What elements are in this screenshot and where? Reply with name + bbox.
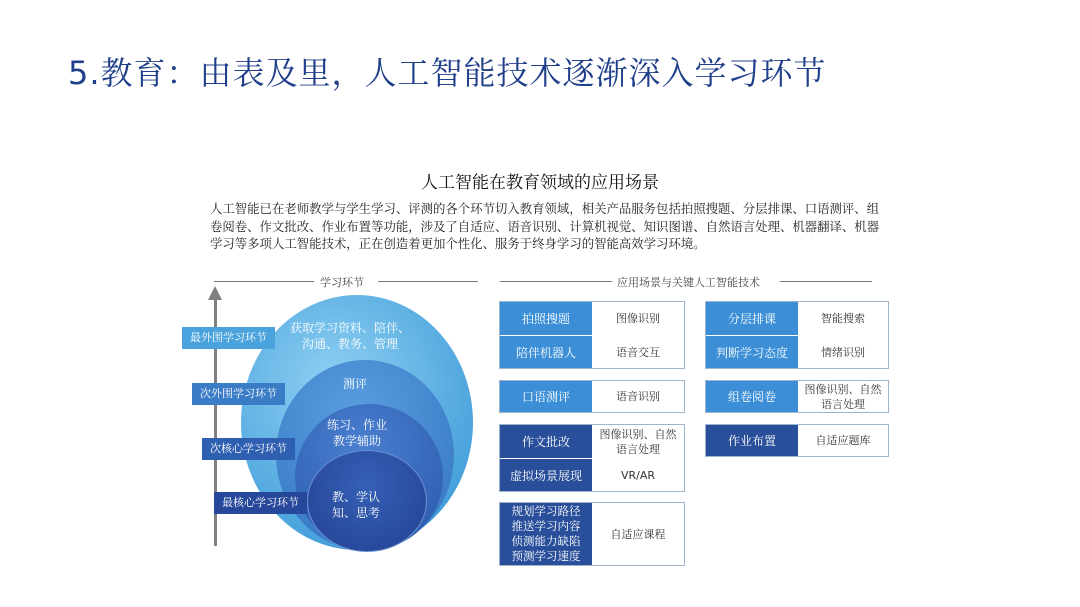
tech-cell: 图像识别、自然语言处理 xyxy=(592,425,684,458)
tech-cell: 语音识别 xyxy=(592,381,684,412)
level-label-core: 最核心学习环节 xyxy=(214,492,307,514)
section-label-learning: 学习环节 xyxy=(320,276,364,289)
scene-cell: 作文批改 xyxy=(500,425,592,458)
scene-cell: 分层排课 xyxy=(706,302,798,335)
scene-cell: 拍照搜题 xyxy=(500,302,592,335)
description-paragraph: 人工智能已在老师教学与学生学习、评测的各个环节切入教育领域，相关产品服务包括拍照搜题、分层排课、口语测评、组卷阅卷、作文批改、作业布置等功能，涉及了自适应、语音识别、计算机视觉、知识图谱、自然语言处理、机器翻译、机器学习等多项人工智能技术，正在创造着更加个性化、服务于终身学习的智能高效学习环境。 xyxy=(210,201,880,251)
tech-cell: 图像识别、自然语言处理 xyxy=(798,381,888,412)
tech-cell: 自适应题库 xyxy=(798,425,888,456)
tech-cell: 图像识别 xyxy=(592,302,684,335)
section-label-scenarios: 应用场景与关键人工智能技术 xyxy=(617,276,760,289)
slide-title: 5.教育：由表及里，人工智能技术逐渐深入学习环节 xyxy=(68,54,827,92)
level-label-inner: 次核心学习环节 xyxy=(202,438,295,460)
figure-title: 人工智能在教育领域的应用场景 xyxy=(421,173,659,193)
scene-cell: 口语测评 xyxy=(500,381,592,412)
scene-cell: 组卷阅卷 xyxy=(706,381,798,412)
ring-core-content: 教、学认知、思考 xyxy=(331,490,380,520)
tech-cell: VR/AR xyxy=(592,459,684,491)
level-label-outermost: 最外围学习环节 xyxy=(182,327,275,349)
tech-cell: 智能搜索 xyxy=(798,302,888,335)
section-rule-right-a xyxy=(500,281,612,282)
tech-cell: 自适应课程 xyxy=(592,503,684,565)
ring-second-content: 测评 xyxy=(342,377,367,391)
ring-third-content: 练习、作业教学辅助 xyxy=(326,418,387,448)
axis-arrow-icon xyxy=(208,286,222,300)
level-label-outer: 次外围学习环节 xyxy=(192,383,285,405)
tech-cell: 语音交互 xyxy=(592,336,684,368)
scene-cell: 陪伴机器人 xyxy=(500,336,592,368)
section-rule-right-b xyxy=(780,281,872,282)
section-rule-left-a xyxy=(214,281,314,282)
ring-outer-content: 获取学习资料、陪伴、沟通、教务、管理 xyxy=(290,321,411,351)
section-rule-left-b xyxy=(378,281,478,282)
scene-cell: 虚拟场景展现 xyxy=(500,459,592,491)
tech-cell: 情绪识别 xyxy=(798,336,888,368)
scene-cell: 作业布置 xyxy=(706,425,798,456)
scene-cell: 规划学习路径推送学习内容侦测能力缺陷预测学习速度 xyxy=(500,503,592,565)
scene-cell: 判断学习态度 xyxy=(706,336,798,368)
